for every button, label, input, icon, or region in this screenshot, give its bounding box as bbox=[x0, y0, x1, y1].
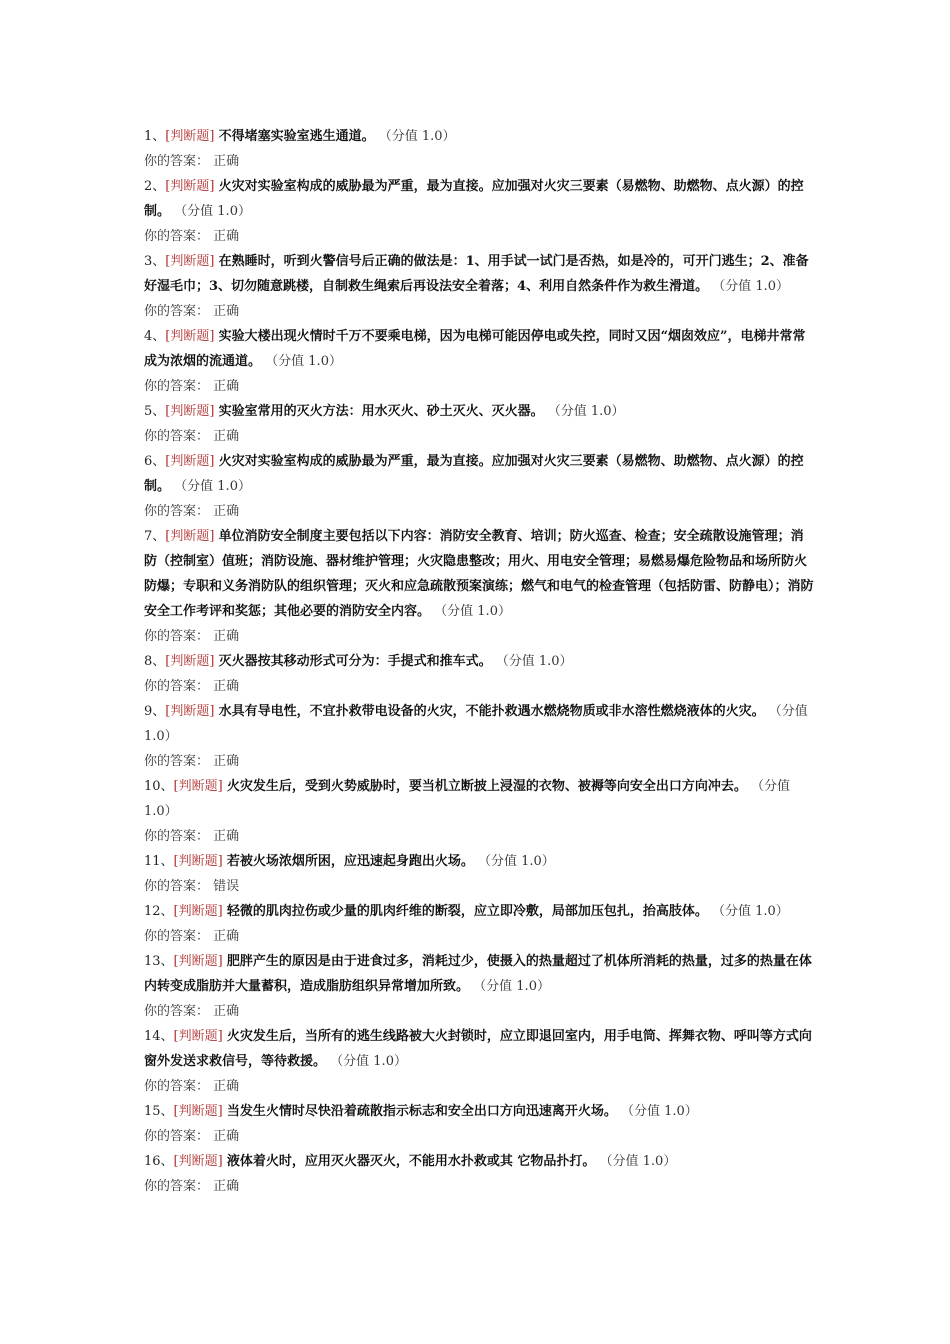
question-list bbox=[144, 124, 814, 1199]
question-line bbox=[144, 1099, 814, 1124]
question-text: 火灾发生后，受到火势威胁时，要当机立断披上浸湿的衣物、被褥等向安全出口方向冲去。 bbox=[226, 779, 747, 794]
question-number: 13、 bbox=[144, 954, 174, 969]
question-number: 9、 bbox=[144, 704, 166, 719]
answer-line bbox=[144, 424, 814, 449]
question-score: （分值 1.0） bbox=[378, 129, 456, 144]
answer-line bbox=[144, 924, 814, 949]
question-item bbox=[144, 849, 814, 899]
question-number: 12、 bbox=[144, 904, 174, 919]
question-line bbox=[144, 899, 814, 924]
question-score: （分值 1.0） bbox=[265, 354, 342, 369]
question-number: 6、 bbox=[144, 454, 166, 469]
question-item bbox=[144, 124, 814, 174]
answer-value: 正确 bbox=[213, 754, 240, 769]
answer-value: 正确 bbox=[213, 679, 240, 694]
answer-value: 正确 bbox=[213, 304, 240, 319]
question-number: 2、 bbox=[144, 179, 166, 194]
answer-line bbox=[144, 999, 814, 1024]
question-number: 11、 bbox=[144, 854, 174, 869]
question-type: [判断题] bbox=[165, 404, 215, 419]
question-type: [判断题] bbox=[165, 254, 215, 269]
answer-label: 你的答案： bbox=[144, 154, 210, 169]
answer-label: 你的答案： bbox=[144, 379, 210, 394]
question-score: （分值 1.0） bbox=[547, 404, 625, 419]
answer-label: 你的答案： bbox=[144, 1079, 210, 1094]
question-score: （分值 1.0） bbox=[144, 779, 791, 819]
question-number: 4、 bbox=[144, 329, 166, 344]
question-type: [判断题] bbox=[173, 954, 223, 969]
question-number: 14、 bbox=[144, 1029, 174, 1044]
question-item bbox=[144, 399, 814, 449]
question-item bbox=[144, 249, 814, 324]
question-line bbox=[144, 849, 814, 874]
answer-value: 正确 bbox=[213, 504, 240, 519]
question-line bbox=[144, 449, 814, 499]
answer-line bbox=[144, 1124, 814, 1149]
question-text: 当发生火情时尽快沿着疏散指示标志和安全出口方向迅速离开火场。 bbox=[226, 1104, 617, 1119]
question-score: （分值 1.0） bbox=[712, 904, 789, 919]
question-score: （分值 1.0） bbox=[478, 854, 555, 869]
answer-line bbox=[144, 674, 814, 699]
question-line bbox=[144, 649, 814, 674]
question-type: [判断题] bbox=[165, 529, 215, 544]
question-item bbox=[144, 774, 814, 849]
answer-label: 你的答案： bbox=[144, 629, 210, 644]
question-number: 7、 bbox=[144, 529, 166, 544]
answer-value: 正确 bbox=[213, 229, 240, 244]
question-text: 在熟睡时，听到火警信号后正确的做法是：1、用手试一试门是否热，如是冷的，可开门逃生；2、准备好湿毛巾；3、切勿随意跳楼，自制救生绳索后再设法安全着落；4、利用自然条件作为救生滑道。 bbox=[144, 254, 809, 294]
question-line bbox=[144, 1024, 814, 1074]
answer-label: 你的答案： bbox=[144, 304, 210, 319]
question-text: 火灾发生后，当所有的逃生线路被大火封锁时，应立即退回室内，用手电筒、挥舞衣物、呼叫等方式向窗外发送求救信号，等待救援。 bbox=[144, 1029, 812, 1069]
question-text: 液体着火时，应用灭火器灭火，不能用水扑救或其 它物品扑打。 bbox=[226, 1154, 596, 1169]
answer-label: 你的答案： bbox=[144, 229, 210, 244]
answer-line bbox=[144, 149, 814, 174]
question-item bbox=[144, 449, 814, 524]
question-item bbox=[144, 949, 814, 1024]
question-item bbox=[144, 174, 814, 249]
question-line bbox=[144, 524, 814, 624]
answer-value: 正确 bbox=[213, 1129, 240, 1144]
question-score: （分值 1.0） bbox=[495, 654, 573, 669]
question-type: [判断题] bbox=[173, 854, 223, 869]
question-score: （分值 1.0） bbox=[712, 279, 790, 294]
question-number: 10、 bbox=[144, 779, 174, 794]
question-number: 8、 bbox=[144, 654, 166, 669]
answer-label: 你的答案： bbox=[144, 829, 210, 844]
question-text: 火灾对实验室构成的威胁最为严重，最为直接。应加强对火灾三要素（易燃物、助燃物、点火源）的控制。 bbox=[144, 454, 804, 494]
answer-value: 错误 bbox=[213, 879, 240, 894]
question-text: 单位消防安全制度主要包括以下内容：消防安全教育、培训；防火巡查、检查；安全疏散设施管理；消防（控制室）值班；消防设施、器材维护管理；火灾隐患整改；用火、用电安全管理；易燃易爆危险物品和场所防火防爆；专职和义务消防队的组织管理；灭火和应急疏散预案演练；燃气和电气的检查管理（包括防雷、防静电）；消防安全工作考评和奖惩；其他必要的消防安全内容。 bbox=[144, 529, 814, 619]
question-type: [判断题] bbox=[173, 1154, 223, 1169]
answer-line bbox=[144, 374, 814, 399]
question-type: [判断题] bbox=[165, 454, 215, 469]
question-line bbox=[144, 324, 814, 374]
question-item bbox=[144, 1024, 814, 1099]
answer-value: 正确 bbox=[213, 379, 240, 394]
question-type: [判断题] bbox=[173, 1029, 223, 1044]
question-text: 实验大楼出现火情时千万不要乘电梯，因为电梯可能因停电或失控，同时又因“烟囱效应”，电梯井常常成为浓烟的流通道。 bbox=[144, 329, 806, 369]
question-type: [判断题] bbox=[165, 179, 215, 194]
question-text: 不得堵塞实验室逃生通道。 bbox=[218, 129, 375, 144]
question-line bbox=[144, 249, 814, 299]
question-number: 3、 bbox=[144, 254, 166, 269]
question-text: 若被火场浓烟所困，应迅速起身跑出火场。 bbox=[226, 854, 474, 869]
question-item bbox=[144, 1149, 814, 1199]
question-number: 16、 bbox=[144, 1154, 174, 1169]
question-line bbox=[144, 774, 814, 824]
answer-label: 你的答案： bbox=[144, 754, 210, 769]
answer-label: 你的答案： bbox=[144, 504, 210, 519]
answer-line bbox=[144, 299, 814, 324]
question-type: [判断题] bbox=[165, 704, 215, 719]
question-type: [判断题] bbox=[173, 1104, 223, 1119]
answer-label: 你的答案： bbox=[144, 1129, 210, 1144]
question-number: 5、 bbox=[144, 404, 166, 419]
question-item bbox=[144, 324, 814, 399]
question-text: 水具有导电性，不宜扑救带电设备的火灾，不能扑救遇水燃烧物质或非水溶性燃烧液体的火灾。 bbox=[218, 704, 765, 719]
answer-value: 正确 bbox=[213, 829, 240, 844]
answer-value: 正确 bbox=[213, 629, 240, 644]
answer-value: 正确 bbox=[213, 929, 240, 944]
question-text: 灭火器按其移动形式可分为：手提式和推车式。 bbox=[218, 654, 492, 669]
question-line bbox=[144, 399, 814, 424]
question-item bbox=[144, 1099, 814, 1149]
answer-value: 正确 bbox=[213, 1004, 240, 1019]
answer-line bbox=[144, 624, 814, 649]
question-number: 15、 bbox=[144, 1104, 174, 1119]
question-item bbox=[144, 899, 814, 949]
answer-line bbox=[144, 874, 814, 899]
question-type: [判断题] bbox=[165, 129, 215, 144]
answer-value: 正确 bbox=[213, 429, 240, 444]
answer-line bbox=[144, 499, 814, 524]
question-type: [判断题] bbox=[173, 779, 223, 794]
question-type: [判断题] bbox=[165, 329, 215, 344]
question-score: （分值 1.0） bbox=[473, 979, 550, 994]
question-line bbox=[144, 949, 814, 999]
answer-label: 你的答案： bbox=[144, 429, 210, 444]
answer-line bbox=[144, 1174, 814, 1199]
question-score: （分值 1.0） bbox=[144, 704, 808, 744]
answer-value: 正确 bbox=[213, 154, 240, 169]
question-score: （分值 1.0） bbox=[330, 1054, 407, 1069]
question-score: （分值 1.0） bbox=[599, 1154, 677, 1169]
answer-value: 正确 bbox=[213, 1179, 240, 1194]
answer-label: 你的答案： bbox=[144, 879, 210, 894]
answer-line bbox=[144, 1074, 814, 1099]
question-score: （分值 1.0） bbox=[174, 479, 251, 494]
answer-label: 你的答案： bbox=[144, 1179, 210, 1194]
question-score: （分值 1.0） bbox=[621, 1104, 698, 1119]
answer-line bbox=[144, 824, 814, 849]
question-text: 实验室常用的灭火方法：用水灭火、砂土灭火、灭火器。 bbox=[218, 404, 544, 419]
answer-label: 你的答案： bbox=[144, 679, 210, 694]
question-score: （分值 1.0） bbox=[434, 604, 511, 619]
question-item bbox=[144, 649, 814, 699]
question-type: [判断题] bbox=[165, 654, 215, 669]
answer-label: 你的答案： bbox=[144, 1004, 210, 1019]
question-line bbox=[144, 124, 814, 149]
question-line bbox=[144, 1149, 814, 1174]
question-item bbox=[144, 699, 814, 774]
question-line bbox=[144, 699, 814, 749]
question-text: 轻微的肌肉拉伤或少量的肌肉纤维的断裂，应立即冷敷，局部加压包扎，抬高肢体。 bbox=[226, 904, 708, 919]
question-text: 火灾对实验室构成的威胁最为严重，最为直接。应加强对火灾三要素（易燃物、助燃物、点火源）的控制。 bbox=[144, 179, 804, 219]
answer-line bbox=[144, 749, 814, 774]
answer-label: 你的答案： bbox=[144, 929, 210, 944]
answer-line bbox=[144, 224, 814, 249]
question-score: （分值 1.0） bbox=[174, 204, 251, 219]
question-item bbox=[144, 524, 814, 649]
question-line bbox=[144, 174, 814, 224]
answer-value: 正确 bbox=[213, 1079, 240, 1094]
question-text: 肥胖产生的原因是由于进食过多，消耗过少，使摄入的热量超过了机体所消耗的热量，过多的热量在体内转变成脂肪并大量蓄积，造成脂肪组织异常增加所致。 bbox=[144, 954, 812, 994]
question-type: [判断题] bbox=[173, 904, 223, 919]
question-number: 1、 bbox=[144, 129, 166, 144]
